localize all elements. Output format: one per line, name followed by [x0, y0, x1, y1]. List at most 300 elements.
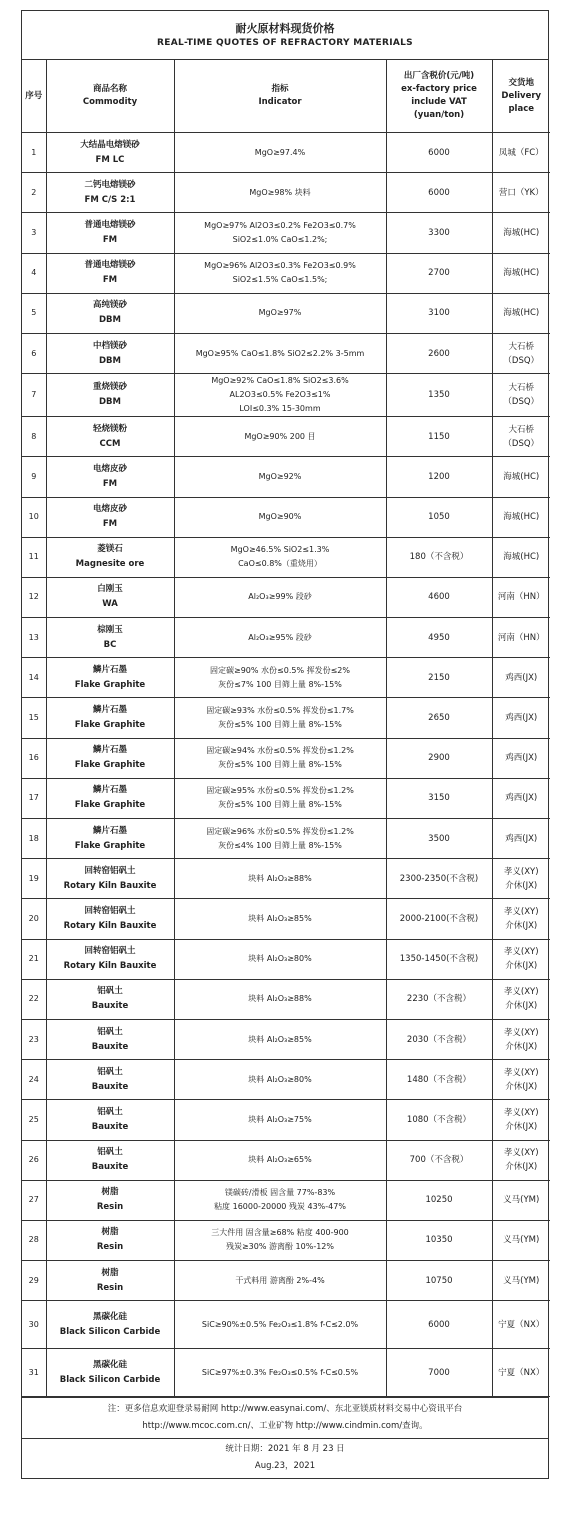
- delivery-line-1: 孝义(XY): [503, 1107, 539, 1118]
- row-number-value: 9: [31, 471, 37, 481]
- row-number: [22, 1100, 46, 1140]
- indicator-line-1: 固定碳≥94% 水份≤0.5% 挥发份≤1.2%: [206, 746, 354, 756]
- price-value: 2900: [428, 753, 450, 764]
- delivery-cell: [492, 1220, 550, 1260]
- row-number: [22, 618, 46, 658]
- price-value: 10250: [425, 1195, 453, 1206]
- indicator-cell: [174, 859, 386, 899]
- table-row: [22, 979, 550, 1019]
- delivery-cell: [492, 1060, 550, 1100]
- delivery-line-1: 孝义(XY): [503, 987, 539, 998]
- commodity-cell: [46, 698, 174, 738]
- row-number: [22, 738, 46, 778]
- indicator-line-1: 三大件用 固含量≥68% 粘度 400-900: [211, 1228, 349, 1238]
- row-number: [22, 939, 46, 979]
- price-value: 180（不含税）: [409, 552, 469, 563]
- table-row: [22, 819, 550, 859]
- commodity-en: FM: [102, 275, 118, 286]
- commodity-cell: [46, 1060, 174, 1100]
- commodity-cell: [46, 1140, 174, 1180]
- row-number-value: 14: [28, 672, 39, 682]
- row-number-value: 29: [28, 1275, 39, 1285]
- commodity-en: Rotary Kiln Bauxite: [63, 961, 157, 972]
- indicator-line-1: SiC≥90%±0.5% Fe₂O₃≤1.8% f-C≤2.0%: [201, 1319, 359, 1329]
- indicator-line-2: CaO≤0.8%（重烧用）: [238, 559, 322, 569]
- row-number-value: 5: [31, 308, 37, 318]
- price-cell: [386, 859, 492, 899]
- indicator-line-2: 灰份≤5% 100 目筛上量 8%-15%: [218, 800, 342, 810]
- commodity-cell: [46, 778, 174, 818]
- commodity-en: Black Silicon Carbide: [59, 1374, 161, 1385]
- table-row: [22, 1060, 550, 1100]
- indicator-line-1: 块料 Al₂O₃≥80%: [248, 1074, 312, 1084]
- commodity-cn: 鳞片石墨: [92, 745, 127, 756]
- indicator-cell: [174, 738, 386, 778]
- price-value: 4600: [428, 592, 450, 603]
- price-value: 4950: [428, 632, 450, 643]
- commodity-en: Flake Graphite: [74, 800, 146, 811]
- commodity-cn: 普通电熔镁砂: [84, 219, 136, 230]
- commodity-en: Bauxite: [91, 1001, 129, 1012]
- commodity-en: Flake Graphite: [74, 679, 146, 690]
- commodity-cn: 鳞片石墨: [92, 705, 127, 716]
- commodity-en: Flake Graphite: [74, 760, 146, 771]
- delivery-cell: [492, 253, 550, 293]
- indicator-cell: [174, 698, 386, 738]
- row-number: [22, 1019, 46, 1059]
- commodity-cell: [46, 1349, 174, 1397]
- indicator-cell: [174, 133, 386, 173]
- header-delivery-en1: Delivery: [501, 90, 542, 101]
- delivery-cell: [492, 939, 550, 979]
- row-number-value: 1: [31, 147, 37, 157]
- commodity-cell: [46, 253, 174, 293]
- delivery-cell: [492, 213, 550, 253]
- row-number: [22, 778, 46, 818]
- indicator-cell: [174, 374, 386, 417]
- price-value: 10350: [425, 1235, 453, 1246]
- table-row: [22, 213, 550, 253]
- price-value: 3300: [428, 227, 450, 238]
- delivery-cell: [492, 1019, 550, 1059]
- indicator-line-1: 固定碳≥96% 水份≤0.5% 挥发份≤1.2%: [206, 826, 354, 836]
- row-number: [22, 374, 46, 417]
- price-value: 1200: [428, 471, 450, 482]
- price-value: 1350: [428, 390, 450, 401]
- commodity-cn: 回转窑铝矾土: [84, 865, 136, 876]
- price-cell: [386, 1301, 492, 1349]
- commodity-cell: [46, 738, 174, 778]
- delivery-cell: [492, 738, 550, 778]
- header-delivery: [492, 60, 550, 133]
- commodity-en: Rotary Kiln Bauxite: [63, 920, 157, 931]
- delivery-cell: [492, 173, 550, 213]
- footer-date-cn: 统计日期：2021 年 8 月 23 日: [225, 1444, 345, 1455]
- table-row: [22, 1261, 550, 1301]
- delivery-line-2: （DSQ）: [503, 397, 540, 408]
- row-number-value: 28: [28, 1235, 39, 1245]
- table-row: [22, 1301, 550, 1349]
- price-cell: [386, 1060, 492, 1100]
- price-cell: [386, 1180, 492, 1220]
- row-number: [22, 333, 46, 373]
- table-row: [22, 939, 550, 979]
- table-row: [22, 1180, 550, 1220]
- row-number-value: 4: [31, 268, 37, 278]
- commodity-cell: [46, 819, 174, 859]
- indicator-cell: [174, 1349, 386, 1397]
- delivery-line-1: 鸡西(JX): [505, 753, 538, 764]
- price-cell: [386, 698, 492, 738]
- commodity-en: CCM: [99, 438, 121, 449]
- row-number: [22, 293, 46, 333]
- price-cell: [386, 1019, 492, 1059]
- commodity-en: Resin: [96, 1202, 124, 1213]
- table-row: [22, 899, 550, 939]
- commodity-cell: [46, 333, 174, 373]
- table-row: [22, 1100, 550, 1140]
- row-number-value: 11: [28, 552, 39, 562]
- price-value: 1150: [428, 431, 450, 442]
- price-value: 2150: [428, 672, 450, 683]
- commodity-cell: [46, 497, 174, 537]
- indicator-cell: [174, 173, 386, 213]
- header-price-en3: (yuan/ton): [413, 110, 465, 120]
- indicator-line-2: 灰份≤5% 100 目筛上量 8%-15%: [218, 720, 342, 730]
- price-value: 2300-2350(不含税): [399, 873, 479, 884]
- commodity-cell: [46, 1261, 174, 1301]
- title-en: REAL-TIME QUOTES OF REFRACTORY MATERIALS: [157, 38, 413, 48]
- footer-note-line2: http://www.mcoc.com.cn/、工业矿物 http://www.cindmin.com/查询。: [142, 1421, 428, 1432]
- table-row: [22, 173, 550, 213]
- price-value: 1480（不含税）: [406, 1074, 472, 1085]
- row-number: [22, 173, 46, 213]
- indicator-line-2: 残炭≥30% 游离酚 10%-12%: [225, 1242, 335, 1252]
- indicator-line-1: MgO≥90%: [258, 512, 302, 522]
- indicator-line-1: MgO≥96% Al2O3≤0.3% Fe2O3≤0.9%: [204, 261, 356, 271]
- delivery-line-1: 孝义(XY): [503, 906, 539, 917]
- commodity-cn: 菱镁石: [97, 544, 123, 555]
- price-cell: [386, 1140, 492, 1180]
- commodity-cn: 轻烧镁粉: [92, 423, 127, 434]
- row-number-value: 18: [28, 833, 39, 843]
- table-row: [22, 253, 550, 293]
- price-value: 10750: [425, 1275, 453, 1286]
- commodity-en: FM: [102, 519, 118, 530]
- delivery-line-1: 河南（HN）: [497, 632, 545, 643]
- row-number: [22, 497, 46, 537]
- commodity-en: Black Silicon Carbide: [59, 1326, 161, 1337]
- price-cell: [386, 374, 492, 417]
- commodity-en: Bauxite: [91, 1162, 129, 1173]
- price-table: [22, 60, 550, 1397]
- row-number-value: 25: [28, 1114, 39, 1124]
- header-price-cn: 出厂含税价(元/吨): [403, 71, 475, 81]
- price-cell: [386, 939, 492, 979]
- delivery-line-2: （DSQ）: [503, 438, 540, 449]
- indicator-line-1: 块料 Al₂O₃≥80%: [248, 954, 312, 964]
- commodity-cn: 铝矾土: [97, 1026, 123, 1037]
- delivery-cell: [492, 537, 550, 577]
- indicator-line-1: 固定碳≥93% 水份≤0.5% 挥发份≤1.7%: [206, 706, 354, 716]
- table-row: [22, 618, 550, 658]
- indicator-line-1: 镁碳砖/滑板 固含量 77%-83%: [224, 1188, 336, 1198]
- row-number-value: 15: [28, 713, 39, 723]
- delivery-line-1: 鸡西(JX): [505, 833, 538, 844]
- delivery-line-1: 海城(HC): [503, 512, 540, 523]
- indicator-cell: [174, 417, 386, 457]
- indicator-cell: [174, 1261, 386, 1301]
- indicator-cell: [174, 537, 386, 577]
- header-commodity: [46, 60, 174, 133]
- indicator-cell: [174, 899, 386, 939]
- delivery-line-2: 介休(JX): [505, 1121, 538, 1132]
- commodity-cn: 黑碳化硅: [92, 1359, 127, 1370]
- price-value: 1350-1450(不含税): [399, 954, 479, 965]
- indicator-line-2: 灰份≤5% 100 目筛上量 8%-15%: [218, 760, 342, 770]
- row-number-value: 24: [28, 1074, 39, 1084]
- indicator-line-1: MgO≥98% 块料: [249, 187, 311, 197]
- row-number-value: 12: [28, 592, 39, 602]
- indicator-cell: [174, 658, 386, 698]
- delivery-line-1: 海城(HC): [503, 268, 540, 279]
- indicator-line-1: MgO≥92% CaO≤1.8% SiO2≤3.6%: [211, 376, 349, 386]
- table-row: [22, 1220, 550, 1260]
- row-number: [22, 1301, 46, 1349]
- commodity-en: Resin: [96, 1282, 124, 1293]
- price-value: 6000: [428, 187, 450, 198]
- indicator-line-2: 灰份≤4% 100 目筛上量 8%-15%: [218, 840, 342, 850]
- row-number-value: 6: [31, 348, 37, 358]
- indicator-line-1: 干式料用 游离酚 2%-4%: [235, 1275, 325, 1285]
- commodity-cell: [46, 457, 174, 497]
- delivery-cell: [492, 457, 550, 497]
- delivery-cell: [492, 417, 550, 457]
- table-header-row: [22, 60, 550, 133]
- delivery-line-1: 大石桥: [508, 341, 534, 352]
- delivery-line-1: 孝义(XY): [503, 866, 539, 877]
- delivery-cell: [492, 577, 550, 617]
- indicator-line-1: 块料 Al₂O₃≥85%: [248, 1034, 312, 1044]
- price-cell: [386, 658, 492, 698]
- delivery-cell: [492, 979, 550, 1019]
- row-number-value: 16: [28, 753, 39, 763]
- commodity-cn: 树脂: [101, 1267, 119, 1278]
- price-cell: [386, 778, 492, 818]
- table-row: [22, 133, 550, 173]
- delivery-cell: [492, 1261, 550, 1301]
- indicator-line-2: SiO2≤1.0% CaO≤1.2%;: [232, 234, 328, 244]
- indicator-line-1: Al₂O₃≥99% 段砂: [248, 592, 312, 602]
- indicator-line-1: 块料 Al₂O₃≥75%: [248, 1114, 312, 1124]
- row-number: [22, 1261, 46, 1301]
- delivery-line-2: 介休(JX): [505, 1081, 538, 1092]
- indicator-cell: [174, 979, 386, 1019]
- delivery-line-1: 海城(HC): [503, 471, 540, 482]
- commodity-en: Rotary Kiln Bauxite: [63, 880, 157, 891]
- row-number: [22, 253, 46, 293]
- price-cell: [386, 537, 492, 577]
- row-number-value: 19: [28, 873, 39, 883]
- delivery-line-1: 孝义(XY): [503, 1067, 539, 1078]
- indicator-cell: [174, 293, 386, 333]
- indicator-line-2: 灰份≤7% 100 目筛上量 8%-15%: [218, 679, 342, 689]
- indicator-cell: [174, 457, 386, 497]
- row-number-value: 17: [28, 793, 39, 803]
- commodity-cell: [46, 1220, 174, 1260]
- delivery-cell: [492, 698, 550, 738]
- row-number-value: 8: [31, 431, 37, 441]
- commodity-cell: [46, 293, 174, 333]
- delivery-line-1: 营口（YK）: [498, 187, 544, 198]
- table-row: [22, 738, 550, 778]
- indicator-line-1: SiC≥97%±0.3% Fe₂O₃≤0.5% f-C≤0.5%: [201, 1367, 359, 1377]
- price-value: 2700: [428, 268, 450, 279]
- price-value: 700（不含税）: [409, 1155, 469, 1166]
- footer-note-line1: 注：更多信息欢迎登录易耐网 http://www.easynai.com/、东北亚镁质材料交易中心资讯平台: [107, 1404, 463, 1415]
- commodity-cell: [46, 899, 174, 939]
- commodity-cn: 中档镁砂: [92, 340, 127, 351]
- price-cell: [386, 417, 492, 457]
- delivery-cell: [492, 1100, 550, 1140]
- indicator-cell: [174, 819, 386, 859]
- commodity-cell: [46, 173, 174, 213]
- price-value: 1080（不含税）: [406, 1114, 472, 1125]
- commodity-cell: [46, 537, 174, 577]
- delivery-cell: [492, 778, 550, 818]
- delivery-line-1: 义马(YM): [503, 1275, 540, 1286]
- delivery-line-1: 义马(YM): [503, 1235, 540, 1246]
- commodity-cn: 电熔皮砂: [92, 463, 127, 474]
- delivery-line-1: 宁夏（NX）: [498, 1319, 545, 1330]
- header-indicator: [174, 60, 386, 133]
- header-delivery-en2: place: [508, 103, 535, 114]
- indicator-cell: [174, 1180, 386, 1220]
- row-number: [22, 133, 46, 173]
- delivery-line-1: 凤城（FC）: [498, 147, 544, 158]
- row-number-value: 13: [28, 632, 39, 642]
- indicator-line-1: MgO≥97.4%: [254, 147, 306, 157]
- commodity-cn: 二钙电熔镁砂: [84, 179, 136, 190]
- row-number: [22, 1060, 46, 1100]
- indicator-line-1: MgO≥90% 200 目: [244, 431, 316, 441]
- row-number-value: 20: [28, 913, 39, 923]
- indicator-line-1: 固定碳≥90% 水份≤0.5% 挥发份≤2%: [210, 665, 350, 675]
- footer-date-en: Aug.23，2021: [254, 1461, 316, 1472]
- header-seq: 序号: [22, 60, 46, 133]
- row-number-value: 2: [31, 187, 37, 197]
- commodity-cn: 铝矾土: [97, 1106, 123, 1117]
- commodity-cell: [46, 939, 174, 979]
- delivery-cell: [492, 333, 550, 373]
- row-number: [22, 698, 46, 738]
- indicator-line-2: AL2O3≤0.5% Fe2O3≤1%: [229, 390, 331, 400]
- delivery-cell: [492, 618, 550, 658]
- commodity-cell: [46, 213, 174, 253]
- commodity-cn: 电熔皮砂: [92, 504, 127, 515]
- indicator-cell: [174, 1019, 386, 1059]
- table-row: [22, 537, 550, 577]
- commodity-en: DBM: [99, 355, 121, 366]
- indicator-cell: [174, 1301, 386, 1349]
- header-indicator-cn: 指标: [271, 84, 289, 94]
- delivery-line-1: 宁夏（NX）: [498, 1367, 545, 1378]
- delivery-line-2: 介休(JX): [505, 920, 538, 931]
- row-number: [22, 819, 46, 859]
- table-row: [22, 497, 550, 537]
- price-cell: [386, 333, 492, 373]
- commodity-cn: 树脂: [101, 1187, 119, 1198]
- indicator-cell: [174, 333, 386, 373]
- delivery-line-1: 孝义(XY): [503, 1148, 539, 1159]
- price-cell: [386, 979, 492, 1019]
- indicator-line-2: SiO2≤1.5% CaO≤1.5%;: [232, 275, 328, 285]
- indicator-cell: [174, 253, 386, 293]
- delivery-line-2: 介休(JX): [505, 1041, 538, 1052]
- commodity-cn: 铝矾土: [97, 986, 123, 997]
- indicator-line-1: 固定碳≥95% 水份≤0.5% 挥发份≤1.2%: [206, 786, 354, 796]
- price-cell: [386, 133, 492, 173]
- price-cell: [386, 293, 492, 333]
- indicator-cell: [174, 939, 386, 979]
- row-number-value: 7: [31, 390, 37, 400]
- delivery-line-1: 孝义(XY): [503, 947, 539, 958]
- commodity-cn: 高纯镁砂: [92, 300, 127, 311]
- price-value: 6000: [428, 1319, 450, 1330]
- price-value: 2230（不含税）: [406, 994, 472, 1005]
- table-row: [22, 577, 550, 617]
- delivery-cell: [492, 133, 550, 173]
- price-cell: [386, 819, 492, 859]
- commodity-en: FM C/S 2:1: [84, 194, 136, 205]
- commodity-cn: 回转窑铝矾土: [84, 946, 136, 957]
- row-number-value: 3: [31, 227, 37, 237]
- commodity-cn: 重烧镁砂: [92, 382, 127, 393]
- commodity-en: Flake Graphite: [74, 840, 146, 851]
- delivery-line-1: 大石桥: [508, 424, 534, 435]
- commodity-en: FM LC: [95, 154, 125, 165]
- price-value: 3150: [428, 793, 450, 804]
- price-value: 1050: [428, 512, 450, 523]
- commodity-cn: 普通电熔镁砂: [84, 260, 136, 271]
- delivery-cell: [492, 658, 550, 698]
- header-price-en1: ex-factory price: [401, 84, 477, 94]
- price-cell: [386, 618, 492, 658]
- delivery-cell: [492, 899, 550, 939]
- price-value: 7000: [428, 1367, 450, 1378]
- price-cell: [386, 1100, 492, 1140]
- header-commodity-cn: 商品名称: [92, 84, 127, 94]
- table-row: [22, 1140, 550, 1180]
- commodity-cn: 鳞片石墨: [92, 785, 127, 796]
- delivery-line-2: 介休(JX): [505, 1162, 538, 1173]
- delivery-line-2: （DSQ）: [503, 355, 540, 366]
- commodity-en: WA: [102, 599, 118, 610]
- delivery-line-1: 孝义(XY): [503, 1027, 539, 1038]
- commodity-cn: 鳞片石墨: [92, 664, 127, 675]
- row-number: [22, 899, 46, 939]
- delivery-cell: [492, 497, 550, 537]
- indicator-line-1: MgO≥97% Al2O3≤0.2% Fe2O3≤0.7%: [204, 220, 356, 230]
- delivery-cell: [492, 374, 550, 417]
- delivery-line-2: 介休(JX): [505, 961, 538, 972]
- delivery-cell: [492, 1301, 550, 1349]
- header-price: [386, 60, 492, 133]
- indicator-cell: [174, 1060, 386, 1100]
- indicator-line-1: MgO≥92%: [258, 471, 302, 481]
- delivery-line-2: 介休(JX): [505, 880, 538, 891]
- row-number-value: 27: [28, 1195, 39, 1205]
